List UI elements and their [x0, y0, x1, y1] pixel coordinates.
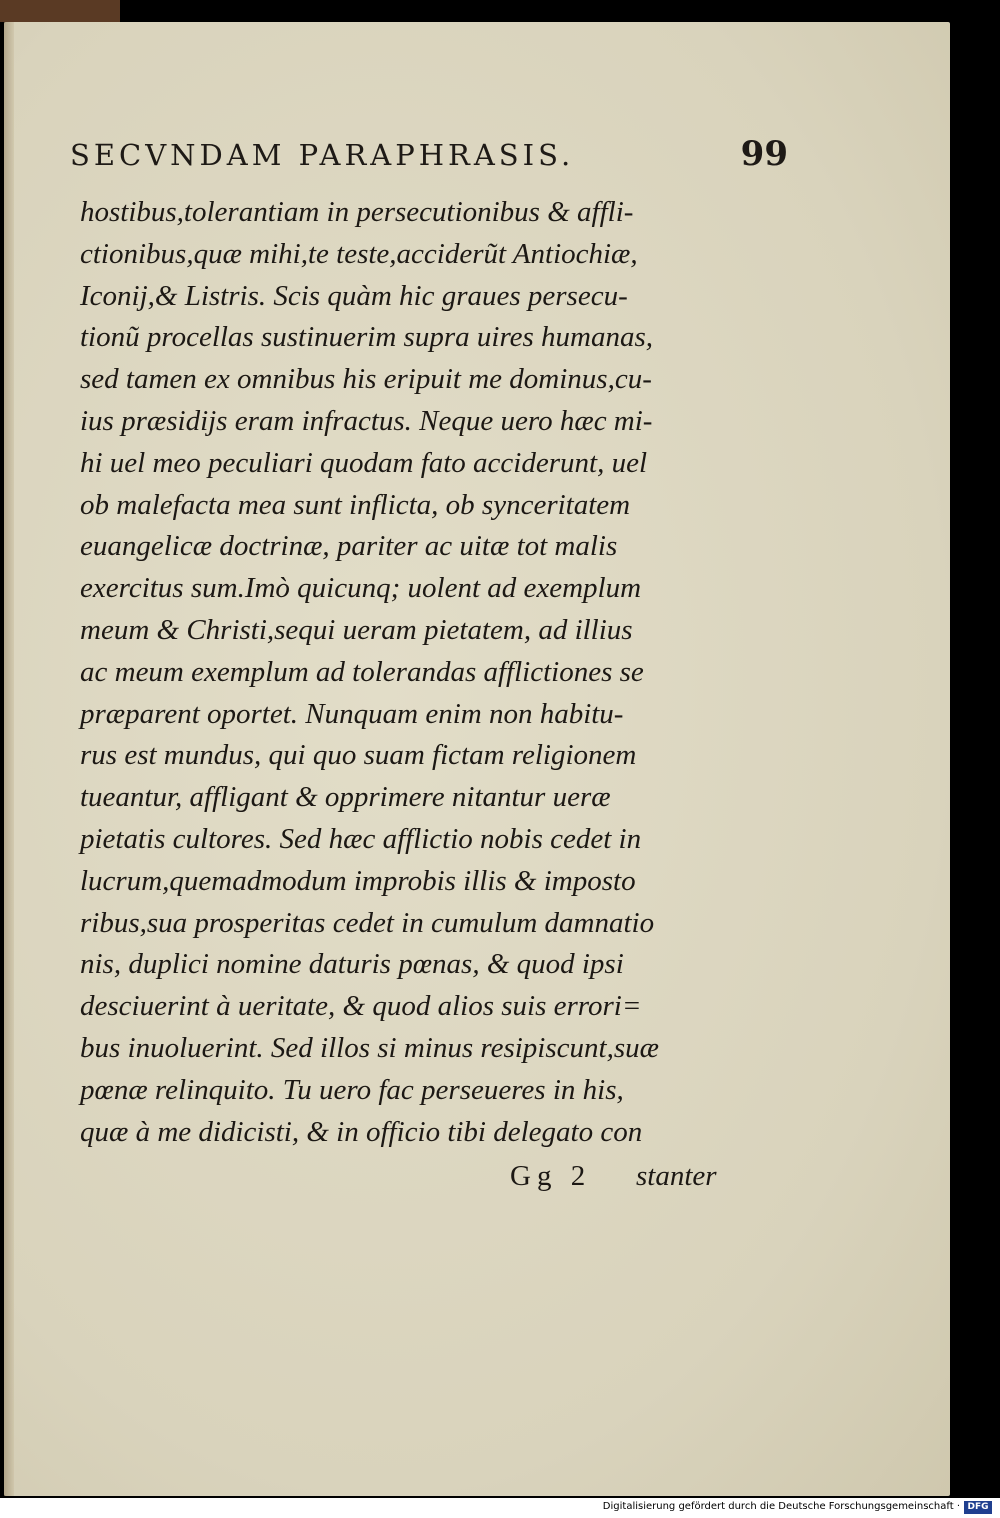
page-edge-shadow — [4, 22, 14, 1496]
text-line: ius præsidijs eram infractus. Neque uero hæc mi- — [80, 404, 653, 437]
text-line: sed tamen ex omnibus his eripuit me dominus,cu- — [80, 363, 652, 396]
page-header — [40, 134, 800, 180]
text-line: rus est mundus, qui quo suam fictam religionem — [80, 739, 637, 772]
text-line: quæ à me didicisti, & in officio tibi delegato con — [80, 1115, 643, 1148]
text-line: euangelicæ doctrinæ, pariter ac uitæ tot malis — [80, 530, 618, 563]
text-line: Iconij,& Listris. Scis quàm hic graues persecu- — [80, 279, 628, 312]
text-line: ctionibus,quæ mihi,te teste,acciderũt Antiochiæ, — [80, 237, 638, 270]
page-number: 99 — [740, 134, 788, 174]
text-line: hostibus,tolerantiam in persecutionibus & affli- — [80, 196, 634, 228]
dfg-logo-icon: DFG — [964, 1501, 992, 1514]
text-line: præparent oportet. Nunquam enim non habitu- — [80, 697, 624, 730]
text-line: pietatis cultores. Sed hæc afflictio nobis cedet in — [80, 822, 642, 855]
text-line: tionũ procellas sustinuerim supra uires humanas, — [80, 321, 654, 354]
signature-mark: Gg 2 — [510, 1160, 592, 1192]
text-line: tueantur, affligant & opprimere nitantur ueræ — [80, 781, 611, 814]
text-line: bus inuoluerint. Sed illos si minus resipiscunt,suæ — [80, 1031, 659, 1064]
text-line: pœnæ relinquito. Tu uero fac perseueres in his, — [80, 1073, 624, 1106]
text-line: nis, duplici nomine daturis pœnas, & quod ipsi — [80, 948, 624, 981]
text-line: ribus,sua prosperitas cedet in cumulum damnatio — [80, 906, 655, 939]
text-line: meum & Christi,sequi ueram pietatem, ad illius — [80, 613, 633, 646]
binding-strip — [0, 0, 120, 22]
text-line: ac meum exemplum ad tolerandas afflictiones se — [80, 655, 644, 688]
catchword: stanter — [636, 1160, 717, 1192]
body-text — [80, 192, 740, 1153]
running-head: SECVNDAM PARAPHRASIS. — [70, 138, 575, 172]
text-line: exercitus sum.Imò quicunq; uolent ad exemplum — [80, 572, 642, 605]
text-line: hi uel meo peculiari quodam fato acciderunt, uel — [80, 446, 648, 479]
text-line: ob malefacta mea sunt inflicta, ob synceritatem — [80, 488, 631, 521]
text-line: lucrum,quemadmodum improbis illis & imposto — [80, 864, 636, 897]
digitization-footer — [0, 1498, 1000, 1518]
funding-notice: Digitalisierung gefördert durch die Deutsche Forschungsgemeinschaft · — [602, 1501, 960, 1512]
text-line: desciuerint à ueritate, & quod alios suis errori= — [80, 990, 642, 1023]
